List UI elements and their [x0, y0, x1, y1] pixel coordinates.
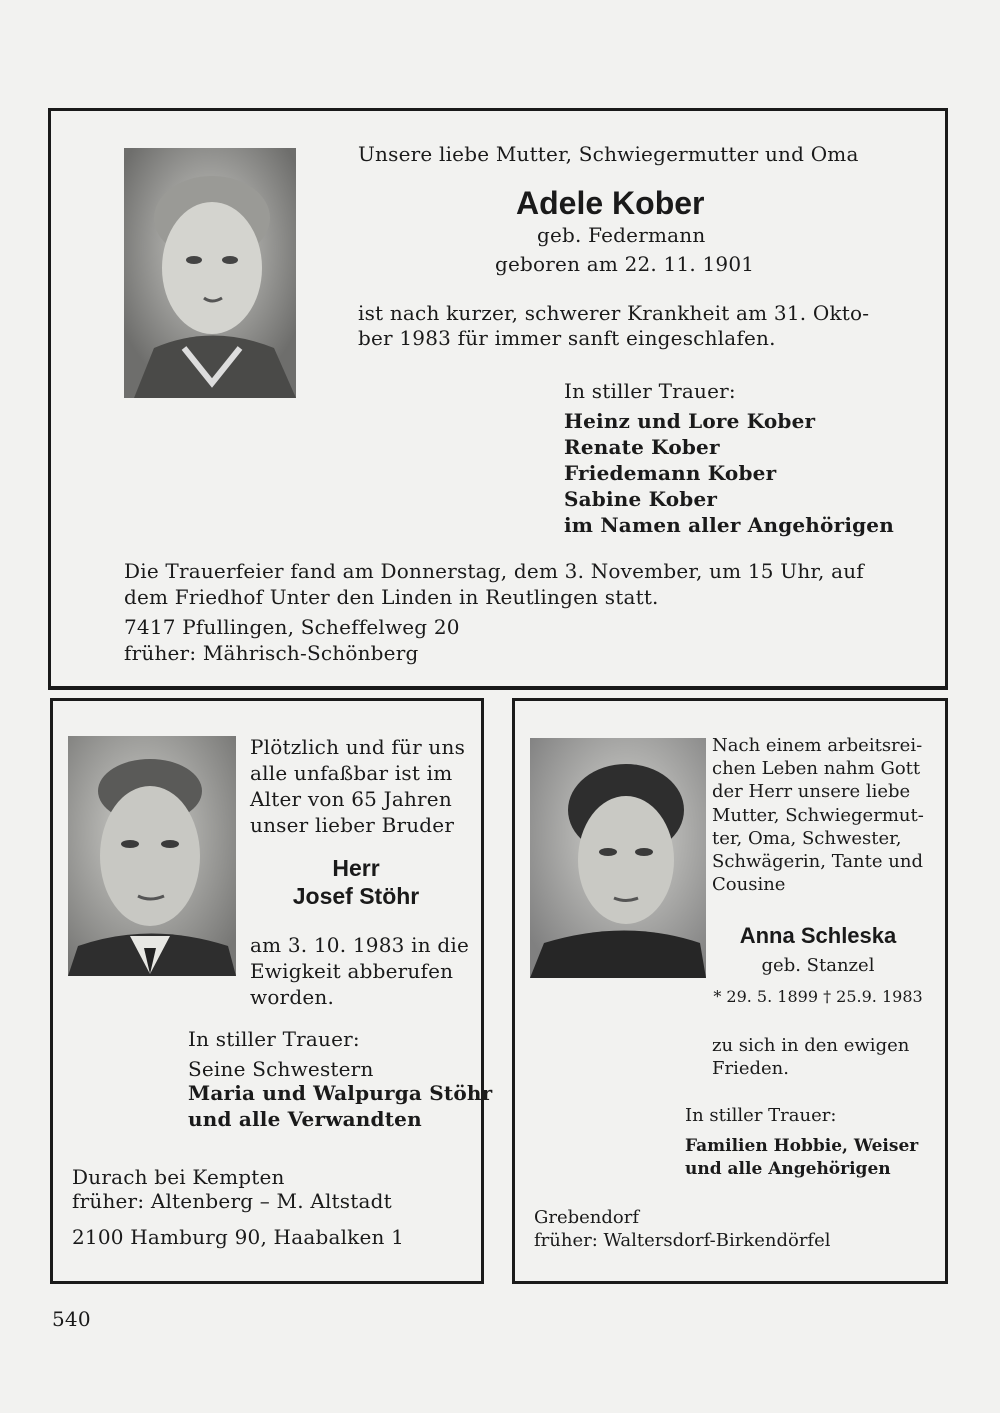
portrait-image [124, 148, 296, 398]
stoehr-place: Durach bei Kempten [72, 1165, 285, 1189]
stoehr-intro-line: Plötzlich und für uns [250, 735, 466, 759]
schleska-intro-line: Mutter, Schwiegermut- [712, 804, 924, 826]
schleska-name: Anna Schleska [739, 923, 897, 948]
schleska-peace [712, 1034, 924, 1080]
kober-mourner: Renate Kober [564, 435, 720, 459]
schleska-intro-line: ter, Oma, Schwester, [712, 827, 902, 849]
schleska-formerly: früher: Waltersdorf-Birkendörfel [534, 1230, 831, 1251]
kober-mourner: Friedemann Kober [564, 461, 777, 485]
stoehr-title: Herr [332, 855, 380, 881]
stoehr-mourner: und alle Verwandten [188, 1107, 422, 1131]
stoehr-mourner: Maria und Walpurga Stöhr [188, 1081, 493, 1105]
schleska-dates: * 29. 5. 1899 † 25.9. 1983 [713, 987, 923, 1006]
kober-formerly: früher: Mährisch-Schönberg [124, 641, 419, 665]
schleska-maiden-name: geb. Stanzel [761, 955, 875, 976]
schleska-intro-line: Cousine [712, 874, 786, 896]
stoehr-death-line: Ewigkeit abberufen [250, 959, 454, 983]
stoehr-death-line: am 3. 10. 1983 in die [250, 933, 469, 957]
kober-birth-date: geboren am 22. 11. 1901 [495, 252, 755, 276]
stoehr-name: Josef Stöhr [292, 883, 420, 909]
stoehr-intro [250, 734, 466, 838]
kober-death-line-1: ist nach kurzer, schwerer Krankheit am 31. Okto- [358, 301, 870, 325]
portrait-image [68, 736, 236, 976]
stoehr-intro-line: alle unfaßbar ist im [250, 761, 453, 785]
portrait-adele-kober [124, 148, 296, 398]
kober-intro: Unsere liebe Mutter, Schwiegermutter und Oma [358, 142, 859, 166]
kober-mourners [564, 408, 894, 538]
schleska-peace-line: zu sich in den ewigen [712, 1035, 910, 1056]
schleska-mourners [685, 1135, 918, 1181]
schleska-mourning-label: In stiller Trauer: [685, 1105, 837, 1126]
kober-funeral-line-2: dem Friedhof Unter den Linden in Reutlingen statt. [124, 585, 659, 609]
kober-mourner: Sabine Kober [564, 487, 718, 511]
stoehr-mourners-intro: Seine Schwestern [188, 1057, 374, 1081]
schleska-intro-line: chen Leben nahm Gott [712, 758, 921, 780]
schleska-mourner: Familien Hobbie, Weiser [685, 1136, 919, 1156]
stoehr-mourning-label: In stiller Trauer: [188, 1027, 360, 1051]
portrait-image [530, 738, 706, 978]
stoehr-death-line: worden. [250, 985, 334, 1009]
stoehr-address: 2100 Hamburg 90, Haabalken 1 [72, 1225, 405, 1249]
kober-funeral-line-1: Die Trauerfeier fand am Donnerstag, dem 3. November, um 15 Uhr, auf [124, 559, 864, 583]
kober-death-line-2: ber 1983 für immer sanft eingeschlafen. [358, 326, 776, 350]
stoehr-intro-line: unser lieber Bruder [250, 813, 455, 837]
schleska-intro-line: Schwägerin, Tante und [712, 851, 923, 873]
stoehr-death [250, 932, 469, 1010]
schleska-intro-line: der Herr unsere liebe [712, 781, 911, 803]
kober-mourner: im Namen aller Angehörigen [564, 513, 894, 537]
portrait-anna-schleska [530, 738, 706, 978]
schleska-intro-line: Nach einem arbeitsrei- [712, 735, 923, 756]
kober-name: Adele Kober [516, 185, 705, 221]
kober-maiden-name: geb. Federmann [537, 223, 706, 247]
schleska-mourner: und alle Angehörigen [685, 1159, 891, 1179]
kober-mourner: Heinz und Lore Kober [564, 409, 816, 433]
schleska-intro [712, 734, 924, 896]
portrait-josef-stoehr [68, 736, 236, 976]
kober-mourning-label: In stiller Trauer: [564, 379, 736, 403]
stoehr-intro-line: Alter von 65 Jahren [250, 787, 452, 811]
schleska-peace-line: Frieden. [712, 1058, 789, 1079]
schleska-place: Grebendorf [534, 1207, 640, 1228]
kober-address: 7417 Pfullingen, Scheffelweg 20 [124, 615, 460, 639]
stoehr-formerly: früher: Altenberg – M. Altstadt [72, 1189, 392, 1213]
stoehr-mourners [188, 1080, 492, 1132]
page-number: 540 [52, 1307, 91, 1331]
